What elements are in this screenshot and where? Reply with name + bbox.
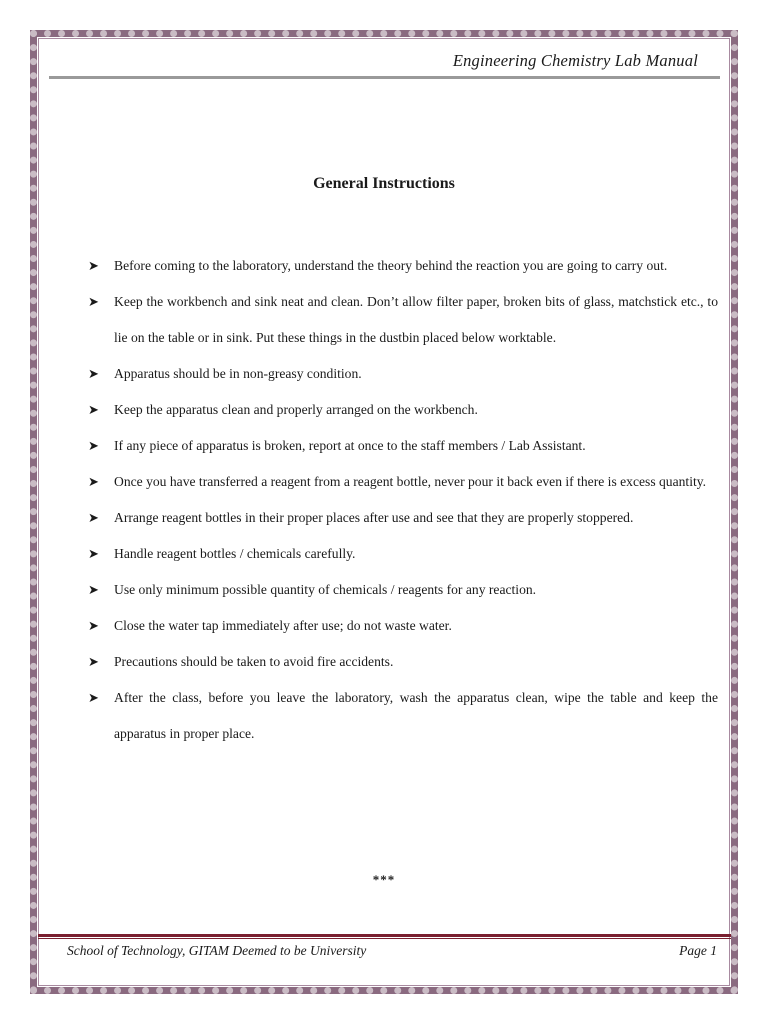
arrow-bullet-icon: ➤: [88, 438, 99, 453]
instruction-text: Precautions should be taken to avoid fire accidents.: [114, 654, 394, 669]
instruction-text: Close the water tap immediately after use; do not waste water.: [114, 618, 452, 633]
header-divider: [49, 76, 720, 79]
arrow-bullet-icon: ➤: [88, 474, 99, 489]
instruction-item: [88, 248, 718, 284]
instruction-text: Keep the apparatus clean and properly arranged on the workbench.: [114, 402, 478, 417]
instruction-item: [88, 608, 718, 644]
instruction-item: [88, 644, 718, 680]
arrow-bullet-icon: ➤: [88, 258, 99, 273]
instruction-text: Before coming to the laboratory, understand the theory behind the reaction you are going to carry out.: [114, 258, 668, 273]
instruction-item: [88, 284, 718, 356]
page-number: Page 1: [679, 943, 717, 958]
instruction-item: [88, 392, 718, 428]
instruction-item: [88, 356, 718, 392]
running-header: Engineering Chemistry Lab Manual: [452, 51, 698, 70]
instruction-item: [88, 572, 718, 608]
arrow-bullet-icon: ➤: [88, 654, 99, 669]
instruction-text: If any piece of apparatus is broken, report at once to the staff members / Lab Assistant.: [114, 438, 586, 453]
instruction-item: [88, 428, 718, 464]
footer-institution: School of Technology, GITAM Deemed to be University: [67, 943, 367, 958]
arrow-bullet-icon: ➤: [88, 366, 99, 381]
footer-divider: [38, 934, 731, 939]
arrow-bullet-icon: ➤: [88, 546, 99, 561]
instruction-text: Apparatus should be in non-greasy condition.: [114, 366, 362, 381]
instruction-item: [88, 536, 718, 572]
arrow-bullet-icon: ➤: [88, 294, 99, 309]
instruction-item: [88, 680, 718, 752]
instruction-text: Keep the workbench and sink neat and clean. Don’t allow filter paper, broken bits of glass, matchstick etc., to lie on the table or in sink. Put these things in the dustbin placed below worktable.: [114, 294, 718, 345]
instruction-item: [88, 464, 718, 500]
section-separator: ***: [372, 872, 396, 887]
arrow-bullet-icon: ➤: [88, 402, 99, 417]
instruction-text: Use only minimum possible quantity of chemicals / reagents for any reaction.: [114, 582, 537, 597]
arrow-bullet-icon: ➤: [88, 510, 99, 525]
instruction-text: Arrange reagent bottles in their proper places after use and see that they are properly stoppered.: [114, 510, 634, 525]
instruction-text: After the class, before you leave the laboratory, wash the apparatus clean, wipe the table and keep the apparatus in proper place.: [114, 690, 718, 741]
instruction-item: [88, 500, 718, 536]
arrow-bullet-icon: ➤: [88, 690, 99, 705]
instructions-list: [88, 248, 718, 752]
page-title: General Instructions: [313, 175, 455, 192]
arrow-bullet-icon: ➤: [88, 618, 99, 633]
arrow-bullet-icon: ➤: [88, 582, 99, 597]
instruction-text: Handle reagent bottles / chemicals carefully.: [114, 546, 356, 561]
instruction-text: Once you have transferred a reagent from a reagent bottle, never pour it back even if there is excess quantity.: [114, 474, 707, 489]
